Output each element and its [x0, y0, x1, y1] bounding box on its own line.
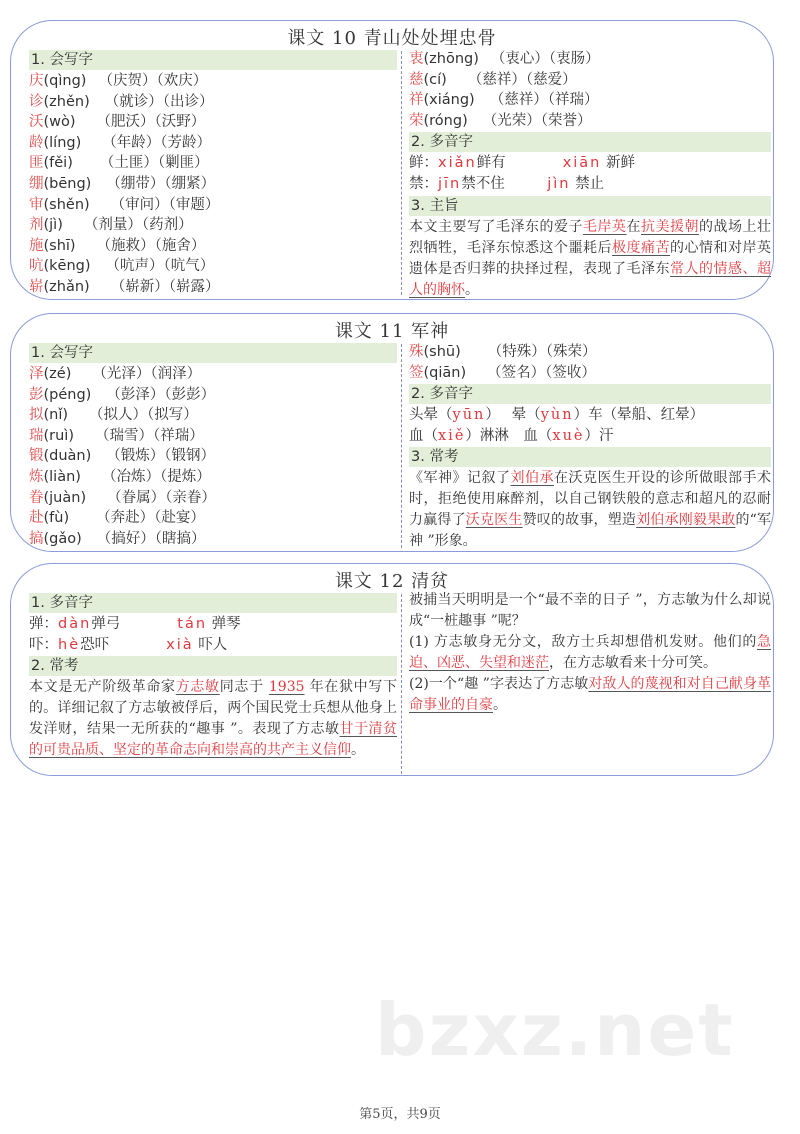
example-word-2: 新鲜	[601, 155, 635, 172]
text-segment: 的战场上壮烈牺牲，毛泽东惊悉这个噩耗后	[409, 218, 771, 256]
char-row	[29, 277, 397, 298]
word-examples: （年龄）（芳龄）	[102, 134, 212, 151]
word-examples: （审问）（审题）	[110, 196, 220, 213]
example-word-1: 禁不住	[461, 175, 505, 192]
text-segment: 头晕（	[409, 407, 453, 424]
word-examples: （就诊）（出诊）	[104, 93, 214, 110]
section-heading: 3. 主旨	[409, 196, 771, 216]
summary-paragraph	[29, 677, 397, 761]
lesson-10-right-column	[409, 49, 771, 301]
word-examples: （吭声）（吭气）	[105, 258, 215, 275]
pinyin: (wò)	[43, 114, 76, 131]
text-segment: 在沃克医生开设的诊所做眼部手术时，拒绝使用麻醉剂，以自己钢铁般的意志和超凡的忍耐力赢得了	[409, 470, 771, 529]
char-row	[29, 256, 397, 277]
pinyin: (zhōng)	[423, 51, 479, 67]
pinyin: (duàn)	[43, 448, 92, 465]
character: 祥	[409, 92, 424, 109]
char-row	[29, 133, 397, 154]
char-row	[409, 49, 771, 70]
polyphone-row	[409, 426, 771, 447]
char-list	[29, 71, 397, 298]
char-row	[29, 426, 397, 447]
char-row	[29, 488, 397, 509]
lesson-12-left-column	[29, 592, 397, 761]
text-segment: ） 晕（	[485, 407, 541, 424]
lesson-12-card	[10, 563, 774, 776]
text-segment: 本文主要写了毛泽东的爱子	[409, 218, 583, 235]
section-heading: 1. 会写字	[29, 50, 397, 70]
key-phrase: 刘伯承刚毅果敢	[636, 512, 736, 529]
pinyin: (zhǎn)	[43, 278, 90, 295]
pinyin-reading-2: xià	[166, 636, 194, 653]
pinyin: (gǎo)	[43, 530, 82, 547]
question-paragraph: 被捕当天明明是一个“最不幸的日子 ”，方志敏为什么却说成“一桩趣事 ”呢？	[409, 592, 771, 629]
char-row	[29, 508, 397, 529]
character: 龄	[29, 134, 44, 151]
pinyin: (liàn)	[43, 468, 81, 485]
column-divider	[401, 594, 402, 774]
key-phrase: 刘伯承	[510, 470, 554, 487]
answer-2-paragraph	[409, 674, 771, 716]
word-examples: （签名）（签收）	[487, 364, 596, 381]
text-segment: 本文是无产阶级革命家	[29, 679, 176, 696]
polyphone-row	[409, 153, 771, 174]
text-segment: 同志于	[219, 679, 269, 696]
key-phrase: 甘于清贫的可贵品质、坚定的革命志向和崇高的共产主义信仰	[29, 721, 398, 759]
char-row	[29, 112, 397, 133]
char-row	[29, 364, 397, 385]
text-segment: 血（	[409, 427, 438, 444]
char-row	[409, 111, 771, 132]
char-row	[29, 215, 397, 236]
word-examples: （冶炼）（提炼）	[101, 468, 211, 485]
character: 殊	[409, 344, 424, 360]
char-row	[409, 70, 771, 91]
text-segment: 的心情和对岸英遗体是否归葬的抉择过程，表现了毛泽东	[409, 239, 771, 277]
summary-paragraph	[409, 217, 771, 301]
character: 搞	[29, 530, 44, 547]
pinyin: (fù)	[43, 510, 70, 527]
key-phrase: 抗美援朝	[641, 218, 699, 235]
pinyin: (qìng)	[43, 73, 87, 89]
pinyin-reading-1: jīn	[438, 175, 462, 192]
column-divider	[401, 51, 402, 295]
text-segment: ）淋淋 血（	[465, 427, 553, 444]
lesson-10-card	[10, 20, 774, 300]
polyphone-lines	[409, 405, 771, 446]
lesson-10-title: 课文 10 青山处处埋忠骨	[287, 28, 497, 49]
char-list	[409, 342, 771, 383]
char-list	[29, 364, 397, 549]
example-word-2: 吓人	[193, 636, 228, 653]
word-examples: （拟人）（拟写）	[89, 407, 198, 424]
character: 锻	[29, 448, 44, 465]
pinyin: (róng)	[423, 112, 468, 129]
char-row	[29, 405, 397, 426]
pinyin: (shī)	[43, 237, 76, 254]
polyphone-row	[409, 174, 771, 195]
text-segment: 。	[351, 742, 365, 759]
pinyin-reading: yùn	[540, 407, 574, 424]
text-segment: 年在狱中写下的。详细记叙了方志敏被俘后，两个国民党士兵想从他身上发洋财，结果一无所获的“趣事 ”。表现了方志敏	[29, 679, 397, 738]
character: 赴	[29, 510, 44, 527]
polyphone-row	[29, 635, 397, 656]
pinyin: (fěi)	[43, 155, 73, 172]
text-segment: 。	[465, 281, 479, 298]
key-phrase: 沃克医生	[465, 512, 523, 529]
word-examples: （搞好）（瞎搞）	[96, 530, 206, 547]
char-row	[409, 342, 771, 363]
lesson-11-title: 课文 11 军神	[334, 321, 450, 342]
character: 审	[29, 196, 44, 213]
section-heading: 1. 多音字	[29, 593, 397, 613]
word-examples: （锻炼）（锻钢）	[106, 448, 216, 465]
example-word-1: 恐吓	[80, 636, 110, 653]
text-segment: ，在方志敏看来十分可笑。	[549, 655, 717, 671]
character: 匪	[29, 155, 44, 172]
character: 崭	[29, 278, 44, 295]
character: 拟	[29, 407, 44, 424]
section-heading: 2. 多音字	[409, 132, 771, 152]
char-row	[29, 236, 397, 257]
pinyin: (nǐ)	[43, 407, 69, 424]
character: 沃	[29, 114, 44, 131]
lesson-12-right-column	[409, 590, 771, 716]
char-row	[29, 195, 397, 216]
key-phrase: 急迫、凶恶、失望和迷茫	[409, 634, 771, 671]
text-segment: 的“军神 ”形象。	[409, 512, 772, 550]
character: 衷	[409, 51, 424, 67]
pinyin: (jì)	[43, 217, 63, 234]
polyphone-row	[409, 405, 771, 426]
character: 签	[409, 364, 424, 381]
pinyin-reading-1: dàn	[58, 616, 92, 632]
character: 剂	[29, 217, 44, 234]
char-row	[29, 529, 397, 550]
example-word-1: 鲜有	[476, 155, 506, 172]
lesson-11-left-column	[29, 342, 397, 549]
polyphone-list	[409, 153, 771, 194]
text-segment: (1) 方志敏身无分文，敌方士兵却想借机发财。他们的	[409, 634, 757, 650]
page-indicator: 第5页，共9页	[359, 1107, 441, 1122]
word-examples: （庆贺）（欢庆）	[98, 73, 208, 89]
pinyin-reading: yūn	[452, 407, 486, 424]
word-examples: （衷心）（衷肠）	[490, 51, 600, 67]
example-word-1: 弹弓	[91, 616, 121, 632]
pinyin: (bēng)	[43, 175, 92, 192]
section-heading: 3. 常考	[409, 447, 771, 467]
pinyin: (kēng)	[43, 258, 91, 275]
character: 眷	[29, 489, 44, 506]
char-row	[409, 90, 771, 111]
pinyin: (shěn)	[43, 196, 90, 213]
char-row	[29, 153, 397, 174]
pinyin: (líng)	[43, 134, 82, 151]
char-row	[29, 92, 397, 113]
example-word-2: 禁止	[570, 175, 605, 192]
word-examples: （奔赴）（赴宴）	[96, 510, 205, 527]
lesson-11-card	[10, 313, 774, 552]
polyphone-char: 禁：	[409, 175, 438, 192]
word-examples: （剂量）（药剂）	[83, 217, 193, 234]
char-row	[29, 467, 397, 488]
pinyin-reading-2: xiān	[562, 155, 602, 172]
text-segment: ）车（晕船、红晕）	[573, 407, 705, 424]
section-heading: 2. 常考	[29, 656, 397, 676]
pinyin: (juàn)	[43, 489, 87, 506]
character: 瑞	[29, 427, 44, 444]
character: 炼	[29, 468, 44, 485]
polyphone-row	[29, 614, 397, 635]
character: 诊	[29, 93, 44, 110]
pinyin: (xiáng)	[423, 92, 475, 109]
text-segment: 在	[626, 218, 641, 235]
lesson-12-title: 课文 12 清贫	[334, 571, 450, 592]
key-phrase: 毛岸英	[583, 218, 627, 235]
key-phrase: 方志敏	[175, 679, 220, 696]
polyphone-char: 吓：	[29, 636, 58, 653]
pinyin: (zhěn)	[43, 93, 90, 110]
char-row	[29, 385, 397, 406]
watermark: bzxz.net	[375, 988, 735, 1072]
word-examples: （慈祥）（慈爱）	[467, 71, 577, 88]
word-examples: （特殊）（殊荣）	[487, 344, 597, 360]
text-segment: 赞叹的故事，塑造	[522, 512, 637, 529]
char-row	[29, 446, 397, 467]
char-row	[29, 174, 397, 195]
character: 泽	[29, 366, 44, 382]
example-word-2: 弹琴	[207, 616, 241, 632]
text-segment: 。	[493, 697, 507, 713]
answer-1-paragraph	[409, 632, 771, 674]
character: 庆	[29, 73, 44, 89]
text-segment: (2)一个“趣 ”字表达了方志敏	[409, 676, 589, 692]
word-examples: （光荣）（荣誉）	[482, 112, 592, 129]
character: 彭	[29, 386, 44, 403]
word-examples: （瑞雪）（祥瑞）	[95, 427, 204, 444]
pinyin-reading-2: tán	[177, 616, 208, 632]
lesson-11-right-column	[409, 342, 771, 552]
lesson-10-left-column	[29, 49, 397, 298]
section-heading: 2. 多音字	[409, 384, 771, 404]
word-examples: （眷属）（亲眷）	[107, 489, 216, 506]
text-segment: ）汗	[584, 427, 614, 444]
pinyin: (qiān)	[423, 364, 467, 381]
character: 慈	[409, 71, 424, 88]
word-examples: （彭泽）（彭彭）	[106, 386, 216, 403]
word-examples: （肥沃）（沃野）	[96, 114, 206, 131]
key-phrase: 对敌人的蔑视和对自己献身革命事业的自豪	[409, 676, 772, 713]
column-divider	[401, 344, 402, 548]
char-row	[409, 363, 771, 384]
pinyin: (péng)	[43, 386, 92, 403]
polyphone-list	[29, 614, 397, 655]
pinyin: (ruì)	[43, 427, 74, 444]
word-examples: （光泽）（润泽）	[92, 366, 202, 382]
text-segment: 《军神》记叙了	[409, 470, 511, 487]
summary-paragraph	[409, 468, 771, 552]
polyphone-char: 弹：	[29, 616, 58, 632]
character: 施	[29, 237, 44, 254]
pinyin-reading: xuè	[552, 427, 585, 444]
key-phrase: 1935	[268, 679, 305, 696]
pinyin-reading-2: jìn	[547, 175, 571, 192]
pinyin-reading: xiě	[438, 427, 466, 444]
pinyin-reading-1: xiǎn	[438, 155, 477, 172]
character: 荣	[409, 112, 424, 129]
key-phrase: 极度痛苦	[612, 239, 670, 256]
word-examples: （施救）（施舍）	[96, 237, 206, 254]
word-examples: （绷带）（绷紧）	[106, 175, 216, 192]
character: 吭	[29, 258, 44, 275]
pinyin-reading-1: hè	[58, 636, 81, 653]
character: 绷	[29, 175, 44, 192]
pinyin: (cí)	[423, 71, 447, 88]
word-examples: （土匪）（剿匪）	[99, 155, 209, 172]
word-examples: （慈祥）（祥瑞）	[489, 92, 599, 109]
char-row	[29, 71, 397, 92]
section-heading: 1. 会写字	[29, 343, 397, 363]
key-phrase: 常人的情感、超人的胸怀	[409, 260, 771, 298]
pinyin: (shū)	[423, 344, 461, 360]
pinyin: (zé)	[43, 366, 72, 382]
polyphone-char: 鲜：	[409, 155, 438, 172]
word-examples: （崭新）（崭露）	[110, 278, 220, 295]
char-list	[409, 49, 771, 131]
